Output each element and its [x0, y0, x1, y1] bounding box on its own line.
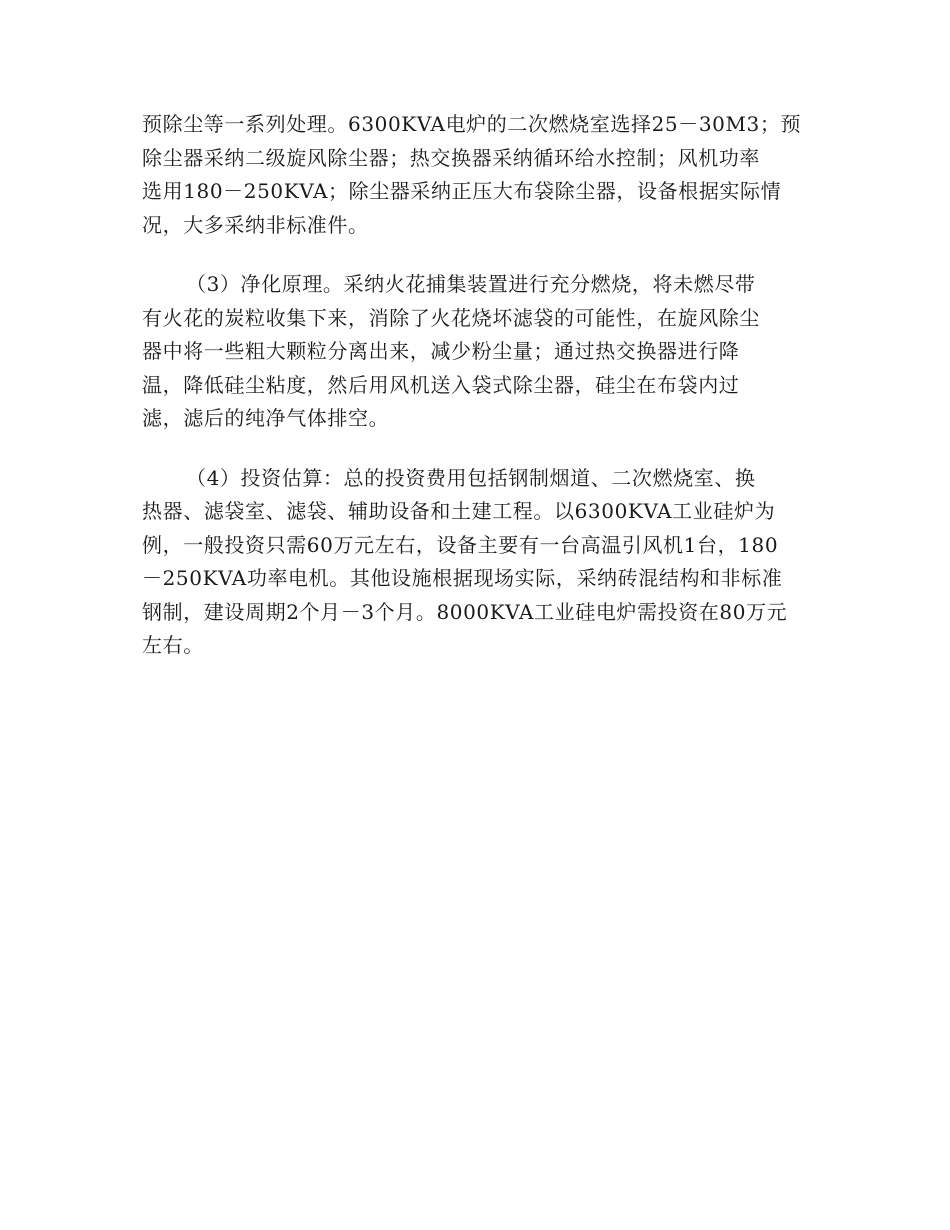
text-line: 有火花的炭粒收集下来，消除了火花烧坏滤袋的可能性，在旋风除尘	[142, 305, 760, 330]
text-line: 热器、滤袋室、滤袋、辅助设备和土建工程。以6300KVA工业硅炉为	[142, 499, 776, 523]
text-line: 除尘器采纳二级旋风除尘器；热交换器采纳循环给水控制；风机功率	[142, 145, 760, 170]
text-line: 左右。	[142, 633, 204, 657]
text-line: 况，大多采纳非标准件。	[142, 212, 369, 237]
text-line: 钢制，建设周期2个月－3个月。8000KVA工业硅电炉需投资在80万元	[142, 599, 788, 624]
paragraph-investment-estimate	[142, 462, 812, 663]
text-line: 例，一般投资只需60万元左右，设备主要有一台高温引风机1台，180	[142, 532, 779, 557]
text-line: （3）净化原理。采纳火花捕集装置进行充分燃烧，将未燃尽带	[186, 272, 756, 296]
text-line: －250KVA功率电机。其他设施根据现场实际，采纳砖混结构和非标准	[142, 566, 783, 590]
text-line: 滤，滤后的纯净气体排空。	[142, 406, 390, 430]
paragraph-purification-principle	[142, 268, 812, 436]
document-page	[142, 108, 812, 689]
text-line: 器中将一些粗大颗粒分离出来，减少粉尘量；通过热交换器进行降	[142, 339, 740, 363]
text-line: 预除尘等一系列处理。6300KVA电炉的二次燃烧室选择25－30M3；预	[142, 112, 802, 136]
text-line: 选用180－250KVA；除尘器采纳正压大布袋除尘器，设备根据实际情	[142, 179, 782, 203]
paragraph-dust-removal-config	[142, 108, 812, 242]
text-line: 温，降低硅尘粘度，然后用风机送入袋式除尘器，硅尘在布袋内过	[142, 372, 740, 397]
text-line: （4）投资估算：总的投资费用包括钢制烟道、二次燃烧室、换	[186, 465, 756, 490]
